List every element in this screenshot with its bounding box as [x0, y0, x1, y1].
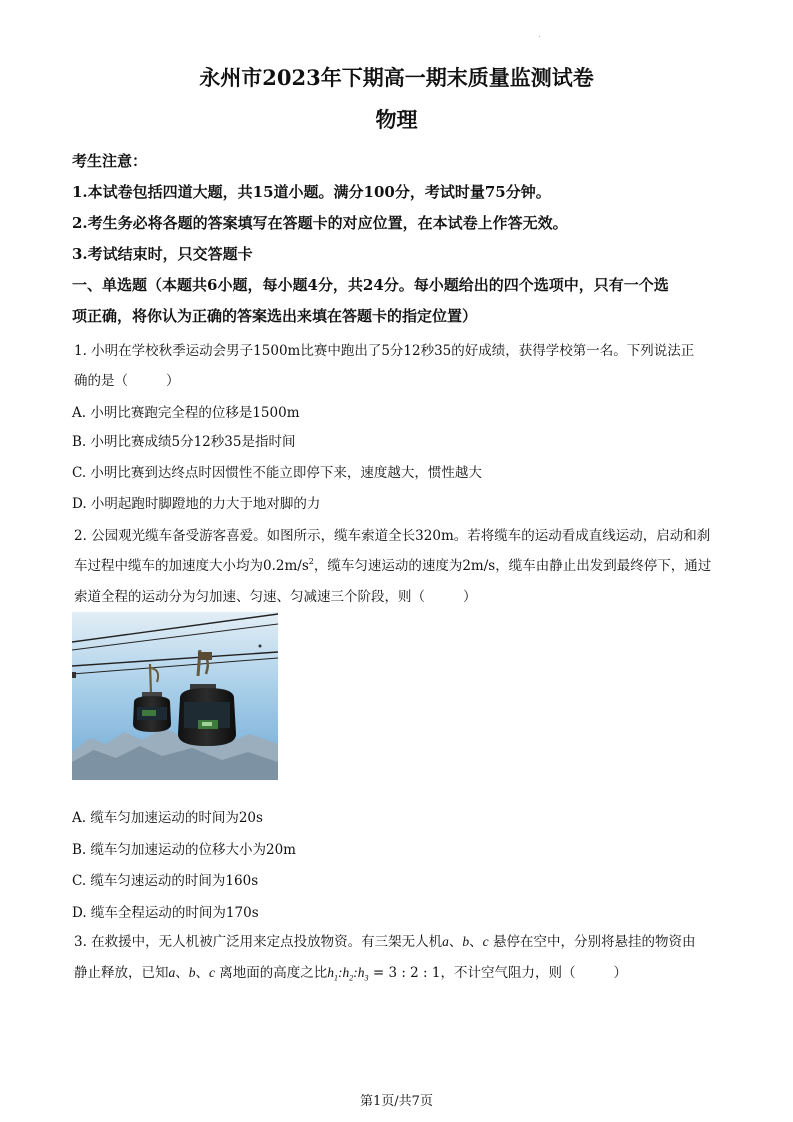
- section1-instructions-line2: 项正确，将你认为正确的答案选出来填在答题卡的指定位置）: [72, 307, 478, 325]
- corner-mark: .: [538, 30, 541, 39]
- subject-title: 物理: [375, 107, 418, 132]
- page-number: 第1页/共7页: [360, 1094, 433, 1109]
- q1-option-d: D. 小明起跑时脚蹬地的力大于地对脚的力: [72, 496, 321, 512]
- notice-item-1: 1.本试卷包括四道大题，共15道小题。满分100分，考试时量75分钟。: [72, 183, 551, 201]
- height-ratio-formula: $h_1:h_2:h_3$: [327, 965, 369, 983]
- notice-item-2: 2.考生务必将各题的答案填写在答题卡的对应位置，在本试卷上作答无效。: [72, 214, 568, 232]
- q1-stem-line2: 确的是（ ）: [74, 373, 180, 389]
- q2-option-b: B. 缆车匀加速运动的位移大小为20m: [72, 842, 296, 858]
- notice-item-3: 3.考试结束时，只交答题卡: [72, 245, 253, 263]
- section1-instructions-line1: 一、单选题（本题共6小题，每小题4分，共24分。每小题给出的四个选项中，只有一个选: [72, 276, 669, 294]
- q2-option-d: D. 缆车全程运动的时间为170s: [72, 905, 259, 921]
- q1-option-a: A. 小明比赛跑完全程的位移是1500m: [72, 405, 300, 421]
- exam-title: 永州市2023年下期高一期末质量监测试卷: [199, 65, 594, 90]
- q1-option-c: C. 小明比赛到达终点时因惯性不能立即停下来，速度越大，惯性越大: [72, 465, 482, 481]
- q1-stem-line1: 1. 小明在学校秋季运动会男子1500m比赛中跑出了5分12秒35的好成绩，获得学校第一名。下列说法正: [74, 343, 695, 359]
- q3-stem-line1: 3. 在救援中，无人机被广泛用来定点投放物资。有三架无人机a、b、c 悬停在空中，分别将悬挂的物资由: [74, 934, 696, 950]
- q2-stem-line3: 索道全程的运动分为匀加速、匀速、匀减速三个阶段，则（ ）: [74, 589, 477, 605]
- notice-heading: 考生注意：: [72, 152, 148, 170]
- cable-car-photo: [72, 612, 278, 780]
- q2-option-a: A. 缆车匀加速运动的时间为20s: [72, 810, 263, 826]
- q2-option-c: C. 缆车匀速运动的时间为160s: [72, 873, 259, 889]
- q3-stem-line2: 静止释放，已知a、b、c 离地面的高度之比$h_1:h_2:h_3 = 3$ : 2 : 1，不计空气阻力，则（ ）: [74, 965, 627, 983]
- q2-stem-line1: 2. 公园观光缆车备受游客喜爱。如图所示，缆车索道全长320m。若将缆车的运动看成直线运动，启动和刹: [74, 528, 711, 544]
- q1-option-b: B. 小明比赛成绩5分12秒35是指时间: [72, 434, 296, 450]
- q2-stem-line2: 车过程中缆车的加速度大小均为$0.2m/s^2$，缆车匀速运动的速度为2m/s，缆车由静止出发到最终停下，通过: [74, 557, 712, 574]
